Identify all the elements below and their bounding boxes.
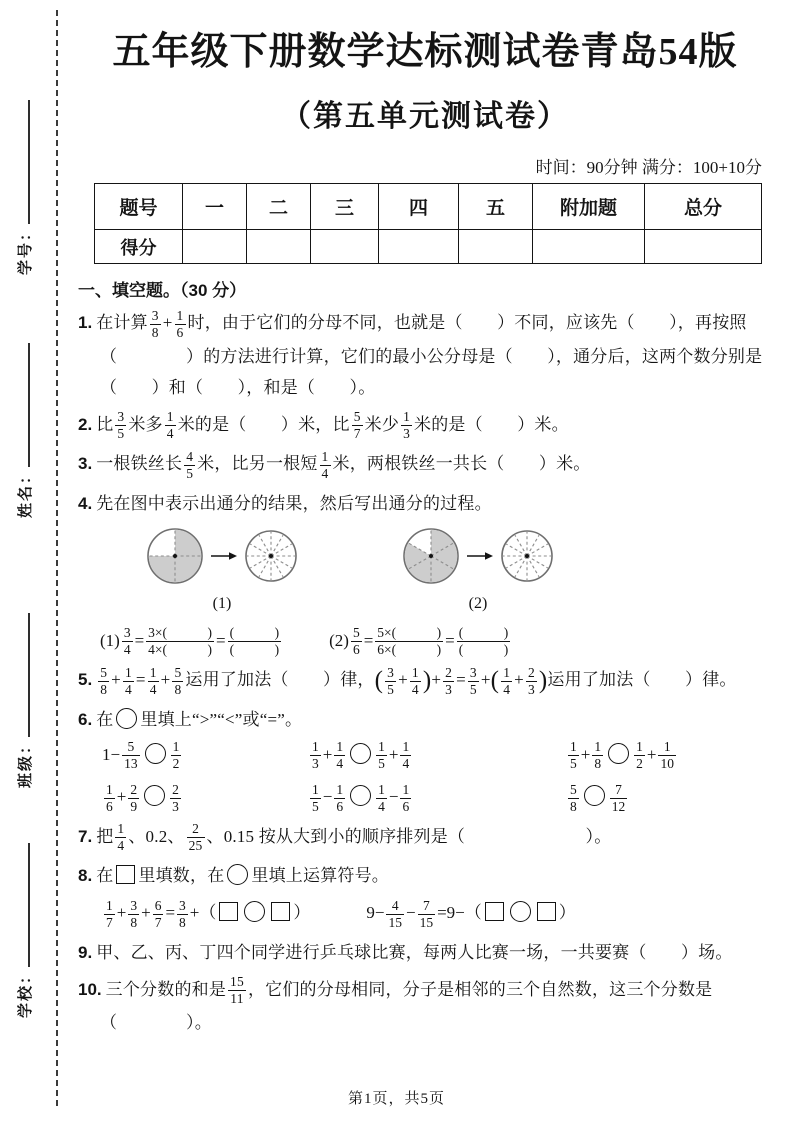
question-number: 7. (78, 826, 93, 846)
formula: (1) $\frac{3}{4}$ = $\frac{3\times( )}{4\times( )}$ = $\frac{( )}{( )}$ (100, 625, 280, 658)
big-paren-close: ) (538, 667, 548, 695)
question-number: 6. (78, 709, 93, 729)
fraction: $\frac{3}{4}$ (123, 625, 131, 658)
number-box-blank (537, 902, 556, 921)
arrow-icon (211, 551, 237, 561)
fraction: $\frac{1}{3}$ (312, 739, 319, 772)
comparison-item: $\frac{1}{6}$ + $\frac{2}{9}$ $\frac{2}{3}$ (106, 781, 179, 814)
fraction: $\frac{2}{25}$ (188, 821, 203, 854)
score-cell-empty (311, 230, 379, 264)
fraction: $\frac{1}{2}$ (636, 739, 643, 772)
page-subtitle: （第五单元测试卷） (281, 100, 569, 133)
fraction: $\frac{5}{8}$ (174, 664, 182, 697)
score-cell-empty (183, 230, 247, 264)
big-paren-open: ( (374, 667, 384, 695)
question-text: 甲、乙、丙、丁四个同学进行乒乓球比赛，每两人比赛一场，一共要赛（ ）场。 (96, 942, 733, 962)
page-footer: 第1页，共5页 (347, 1091, 445, 1107)
question-number: 8. (78, 866, 93, 886)
fraction: $\frac{3}{5}$ (117, 409, 125, 442)
question-7 (78, 821, 772, 855)
fraction: $\frac{1}{3}$ (403, 409, 411, 442)
fraction: $\frac{( )}{( )}$ (229, 625, 280, 658)
fraction: $\frac{2}{9}$ (130, 781, 138, 814)
fraction: $\frac{7}{15}$ (419, 897, 434, 930)
expression: 9− $\frac{4}{15}$ − $\frac{7}{15}$ =9−（ ） (366, 897, 576, 930)
fraction: $\frac{5}{6}$ (352, 625, 360, 658)
arrow-icon (467, 551, 493, 561)
score-table (94, 183, 762, 264)
score-header-cell: 四 (379, 184, 459, 230)
score-header-cell: 二 (247, 184, 311, 230)
score-table-score-row (95, 230, 762, 264)
diagram-label: (2) (468, 594, 488, 612)
fraction: $\frac{3}{5}$ (469, 664, 477, 697)
formula: (2) $\frac{5}{6}$ = $\frac{5\times( )}{6\times( )}$ = $\frac{( )}{( )}$ (329, 625, 509, 658)
score-header-cell: 附加题 (533, 184, 645, 230)
compare-circle-blank (584, 785, 605, 806)
question-number: 9. (78, 942, 93, 962)
fraction: $\frac{4}{5}$ (186, 448, 194, 481)
field-label: 姓名： (18, 466, 34, 518)
score-table-header-row (95, 184, 762, 230)
question-text: 在 里填上“>”“<”或“=”。 (96, 709, 303, 729)
question-number: 3. (78, 454, 93, 474)
fraction: $\frac{7}{12}$ (611, 781, 626, 814)
question-number: 1. (78, 313, 93, 332)
compare-circle-blank (350, 785, 371, 806)
fraction: $\frac{1}{5}$ (312, 781, 319, 814)
compare-circle-blank (227, 864, 248, 885)
question-list (78, 307, 772, 1038)
question-1 (78, 307, 772, 403)
field-label: 班级： (18, 736, 34, 788)
field-school (14, 843, 35, 1018)
score-header-cell: 一 (183, 184, 247, 230)
fraction: $\frac{1}{4}$ (117, 821, 125, 854)
fraction: $\frac{1}{5}$ (378, 739, 385, 772)
fraction: $\frac{1}{10}$ (660, 739, 674, 772)
field-name (14, 343, 35, 518)
fraction-circle (500, 529, 554, 583)
fraction: $\frac{1}{4}$ (336, 739, 344, 772)
write-line (14, 343, 30, 467)
question-text: 先在图中表示出通分的结果，然后写出通分的过程。 (96, 493, 492, 513)
big-paren-close: ) (422, 667, 432, 695)
score-header-cell: 五 (459, 184, 533, 230)
fraction: $\frac{3}{8}$ (130, 897, 138, 930)
write-line (14, 613, 30, 737)
expression: $\frac{1}{7}$ + $\frac{3}{8}$ + $\frac{6}{7}$ = $\frac{3}{8}$ +（ ） (106, 897, 311, 930)
fraction: $\frac{1}{6}$ (336, 781, 344, 814)
score-cell-empty (459, 230, 533, 264)
comparison-grid (102, 739, 772, 815)
number-box-blank (485, 902, 504, 921)
question-10 (78, 974, 772, 1039)
fraction: $\frac{5}{7}$ (353, 409, 361, 442)
conversion-formulas (100, 625, 772, 659)
section-title: 一、填空题。（30 分） (78, 281, 247, 300)
fraction: $\frac{1}{4}$ (503, 664, 511, 697)
fraction-circle (146, 527, 204, 585)
question-text: 比 $\frac{3}{5}$ 米多 $\frac{1}{4}$ 米的是（ ）米，比 $\frac{5}{7}$ 米少 $\frac{1}{3}$ 米的是（ ）米。 (96, 409, 569, 442)
question-number: 4. (78, 493, 93, 513)
score-row-label: 得分 (95, 230, 183, 264)
fraction: $\frac{1}{2}$ (172, 739, 180, 772)
fraction: $\frac{5}{13}$ (124, 739, 138, 772)
comparison-item: $\frac{1}{3}$ + $\frac{1}{4}$ $\frac{1}{5}$ + $\frac{1}{4}$ (312, 739, 410, 772)
fraction: $\frac{1}{7}$ (106, 897, 113, 930)
fraction: $\frac{1}{4}$ (166, 409, 174, 442)
fraction: $\frac{2}{3}$ (445, 664, 453, 697)
question-9 (78, 937, 772, 968)
paper-content (78, 0, 772, 1044)
write-line (14, 843, 30, 967)
fraction: $\frac{6}{7}$ (154, 897, 162, 930)
compare-circle-blank (350, 743, 371, 764)
field-class (14, 613, 35, 788)
score-cell-empty (247, 230, 311, 264)
compare-circle-blank (244, 901, 265, 922)
compare-circle-blank (144, 785, 165, 806)
question-number: 5. (78, 670, 93, 690)
question-text: 把 $\frac{1}{4}$ 、0.2、 $\frac{2}{25}$ 、0.15 按从大到小的顺序排列是（ ）。 (96, 821, 612, 854)
comparison-item: $\frac{1}{5}$ − $\frac{1}{6}$ $\frac{1}{4}$ − $\frac{1}{6}$ (312, 781, 410, 814)
question-6 (78, 704, 772, 815)
fraction: $\frac{2}{3}$ (172, 781, 179, 814)
diagram-label: (1) (212, 594, 232, 612)
fraction: $\frac{1}{6}$ (176, 307, 184, 340)
question-number: 2. (78, 414, 93, 434)
fraction: $\frac{5}{8}$ (100, 664, 108, 697)
fraction: $\frac{4}{15}$ (388, 897, 402, 930)
number-box-blank (116, 865, 135, 884)
exam-meta: 时间：90分钟 满分：100+10分 (535, 158, 762, 177)
fraction: $\frac{1}{6}$ (402, 781, 410, 814)
page-title: 五年级下册数学达标测试卷青岛54版 (112, 31, 738, 73)
question-text: 在计算 $\frac{3}{8}$ + $\frac{1}{6}$ 时，由于它们的分母不同，也就是（ ）不同，应该先（ ），再按照（ ）的方法进行计算，它们的最小公分母是（ ），通分后，这两个数分别是（ ）和（ ），和是（ ）。 (96, 307, 763, 397)
score-cell-empty (645, 230, 762, 264)
score-cell-empty (533, 230, 645, 264)
question-text: $\frac{5}{8}$ + $\frac{1}{4}$ = $\frac{1}{4}$ + $\frac{5}{8}$ 运用了加法（ ）律，( $\frac{3}{5}$ + $\frac{1}{4}$ )+ $\frac{2}{3}$ = $\frac{3}{5}$ +( $\frac{1}{4}$ + $\frac{2}{3}$ )运用了加法（ ）律。 (100, 664, 737, 697)
fraction: $\frac{3\times( )}{4\times( )}$ (148, 625, 213, 658)
fraction: $\frac{15}{11}$ (230, 974, 244, 1007)
fraction-circle (244, 529, 298, 583)
question-text: 三个分数的和是 $\frac{15}{11}$ ，它们的分母相同，分子是相邻的三个自然数，这三个分数是（ ）。 (100, 974, 713, 1033)
question-3 (78, 448, 772, 482)
score-header-cell: 总分 (645, 184, 762, 230)
fraction-diagrams (146, 527, 772, 619)
question-number: 10. (78, 979, 102, 999)
number-box-blank (271, 902, 290, 921)
compare-circle-blank (608, 743, 629, 764)
big-paren-open: ( (490, 667, 500, 695)
score-cell-empty (379, 230, 459, 264)
number-box-blank (219, 902, 238, 921)
fraction: $\frac{3}{8}$ (151, 307, 159, 340)
question-4 (78, 488, 772, 659)
field-label: 学号： (18, 223, 34, 275)
fraction: $\frac{1}{4}$ (321, 448, 329, 481)
compare-circle-blank (510, 901, 531, 922)
fraction: $\frac{1}{4}$ (149, 664, 157, 697)
fraction-circle (402, 527, 460, 585)
fraction: $\frac{2}{3}$ (527, 664, 535, 697)
diagram-pair (146, 527, 298, 619)
score-header-cell: 三 (311, 184, 379, 230)
write-line (14, 100, 30, 224)
fraction: $\frac{1}{4}$ (402, 739, 410, 772)
fraction: $\frac{( )}{( )}$ (458, 625, 509, 658)
fraction: $\frac{1}{4}$ (124, 664, 132, 697)
question-text: 在 里填数，在 里填上运算符号。 (96, 866, 389, 886)
expression-row (102, 897, 772, 931)
score-header-cell: 题号 (95, 184, 183, 230)
compare-circle-blank (145, 743, 166, 764)
compare-circle-blank (116, 708, 137, 729)
question-text: 一根铁丝长 $\frac{4}{5}$ 米，比另一根短 $\frac{1}{4}$ 米，两根铁丝一共长（ ）米。 (96, 448, 591, 481)
comparison-item: 1− $\frac{5}{13}$ $\frac{1}{2}$ (102, 739, 180, 772)
fraction: $\frac{5\times( )}{6\times( )}$ (377, 625, 442, 658)
fraction: $\frac{3}{8}$ (179, 897, 186, 930)
fraction: $\frac{3}{5}$ (387, 664, 395, 697)
fraction: $\frac{1}{4}$ (411, 664, 419, 697)
field-student-number (14, 100, 35, 275)
fraction: $\frac{1}{4}$ (378, 781, 385, 814)
comparison-item (566, 781, 772, 815)
fraction: $\frac{1}{8}$ (594, 739, 602, 772)
fraction: $\frac{1}{6}$ (106, 781, 113, 814)
comparison-item: $\frac{1}{5}$ + $\frac{1}{8}$ $\frac{1}{2}$ + $\frac{1}{10}$ (570, 739, 674, 772)
diagram-pair (402, 527, 554, 619)
fraction: $\frac{1}{5}$ (570, 739, 577, 772)
field-label: 学校： (18, 966, 34, 1018)
question-2 (78, 409, 772, 443)
margin-rail (0, 10, 58, 1106)
fraction: $\frac{5}{8}$ (570, 781, 577, 814)
question-5 (78, 664, 772, 698)
question-8 (78, 860, 772, 931)
